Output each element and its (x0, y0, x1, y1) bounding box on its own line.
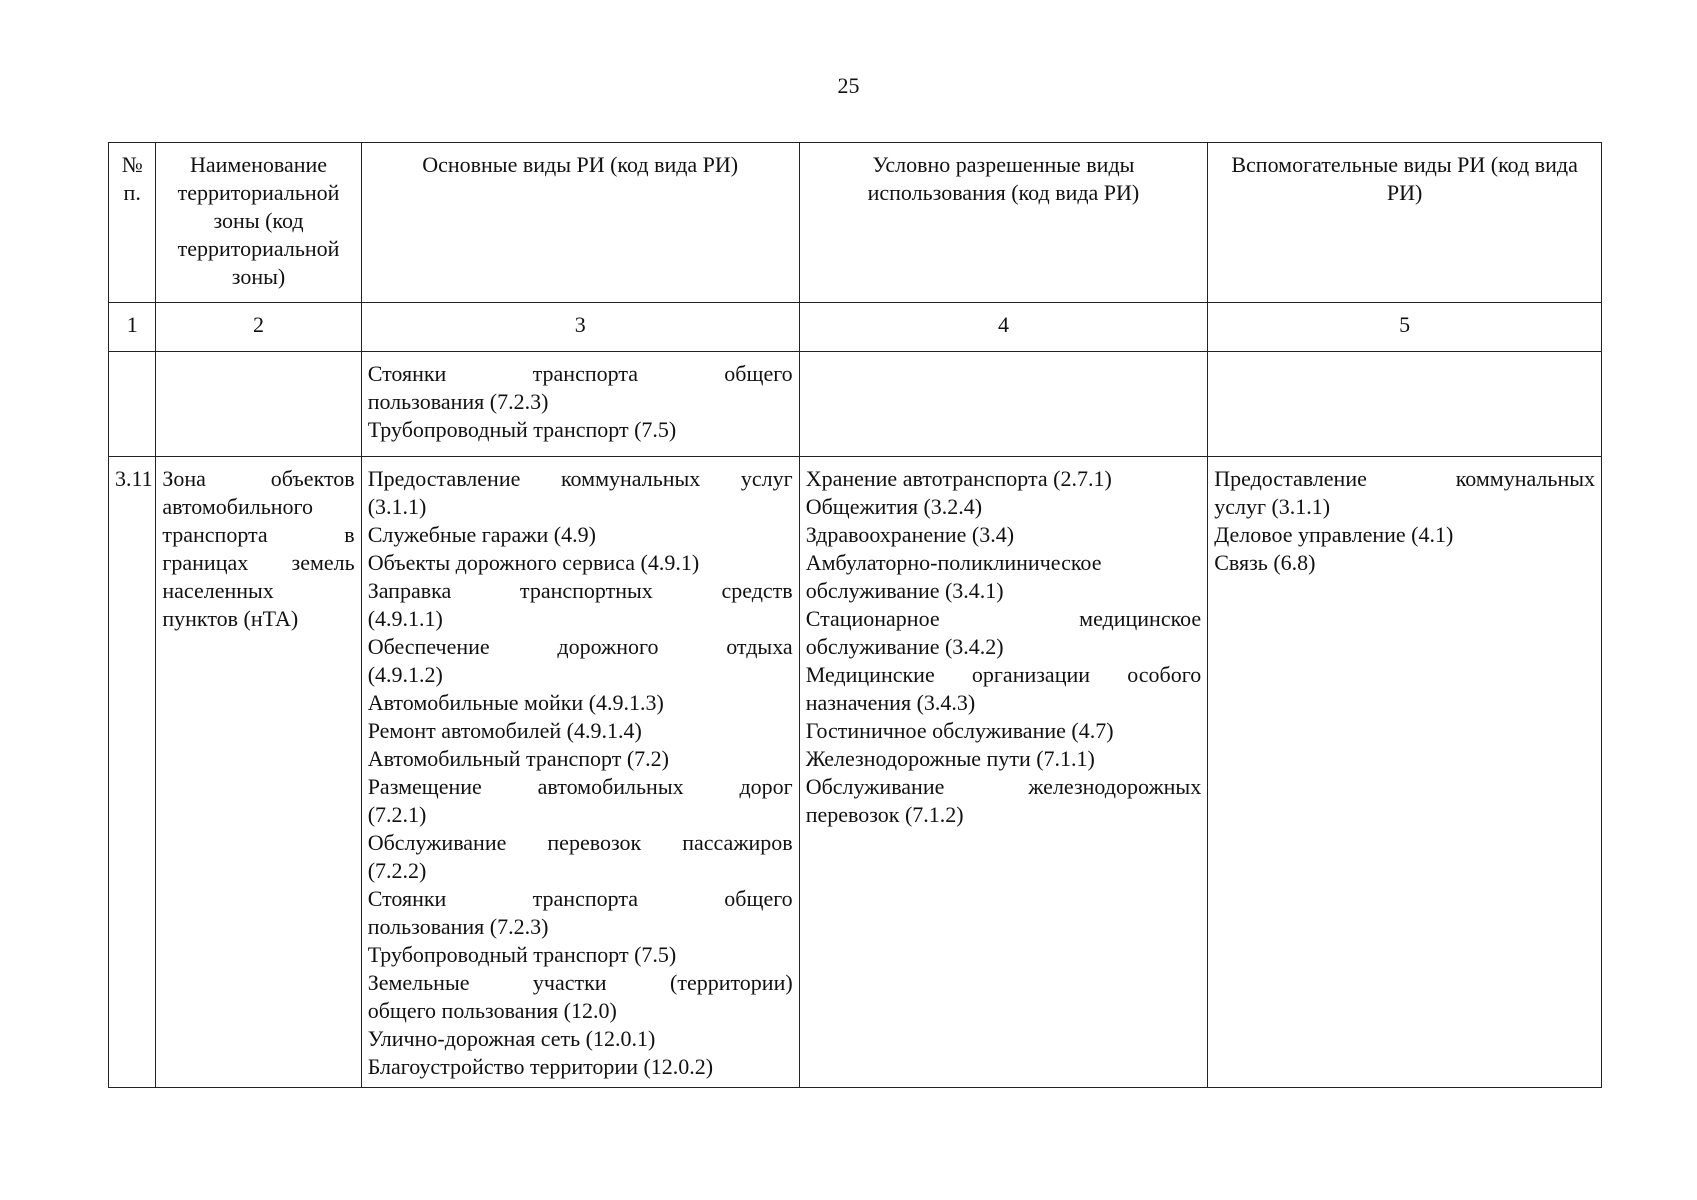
conditional-use-line: назначения (3.4.3) (805, 690, 976, 715)
conditional-use-line: Здравоохранение (3.4) (805, 522, 1015, 547)
column-number: 5 (1208, 303, 1602, 352)
main-use-line: Служебные гаражи (4.9) (367, 522, 596, 547)
conditional-use-line: Железнодорожные пути (7.1.1) (805, 746, 1095, 771)
main-use-line: Трубопроводный транспорт (7.5) (367, 942, 677, 967)
zone-name-line: населенных (162, 578, 274, 603)
main-use-line: (3.1.1) (367, 494, 427, 519)
main-uses-cell (361, 457, 799, 1088)
conditional-use-line: Гостиничное обслуживание (4.7) (805, 718, 1114, 743)
main-use-line: Объекты дорожного сервиса (4.9.1) (367, 550, 700, 575)
conditional-uses-cell (799, 457, 1208, 1088)
main-use-line: (4.9.1.1) (367, 606, 443, 631)
main-use-line: пользования (7.2.3) (367, 389, 549, 414)
column-number-row (109, 303, 1602, 352)
auxiliary-use-line: Деловое управление (4.1) (1214, 522, 1454, 547)
main-use-line: Улично-дорожная сеть (12.0.1) (367, 1026, 656, 1051)
header-main-uses: Основные виды РИ (код вида РИ) (361, 143, 799, 303)
zone-name-line: транспорта в (162, 522, 355, 547)
main-use-line: Благоустройство территории (12.0.2) (367, 1054, 714, 1079)
conditional-use-line: обслуживание (3.4.2) (805, 634, 1004, 659)
conditional-use-line: Хранение автотранспорта (2.7.1) (805, 466, 1112, 491)
main-use-line: Стоянки транспорта общего (367, 886, 793, 911)
header-number: № п. (109, 143, 156, 303)
main-use-line: Стоянки транспорта общего (367, 361, 793, 386)
header-zone-name: Наименование территориальной зоны (код территориальной зоны) (156, 143, 361, 303)
conditional-use-line: Амбулаторно-поликлиническое (805, 550, 1102, 575)
main-use-line: Ремонт автомобилей (4.9.1.4) (367, 718, 642, 743)
continuation-auxiliary-cell (1208, 352, 1602, 457)
zone-number: 3.11 (109, 457, 156, 1088)
header-conditional-uses: Условно разрешенные виды использования (код вида РИ) (799, 143, 1208, 303)
main-use-line: Обслуживание перевозок пассажиров (367, 830, 793, 855)
main-use-line: (4.9.1.2) (367, 662, 443, 687)
main-use-line: Размещение автомобильных дорог (367, 774, 793, 799)
zone-name-line: пунктов (нТА) (162, 606, 299, 631)
conditional-use-line: обслуживание (3.4.1) (805, 578, 1004, 603)
zone-name-cell (156, 457, 361, 1088)
continuation-row (109, 352, 1602, 457)
main-use-line: Предоставление коммунальных услуг (367, 466, 793, 491)
header-auxiliary-uses: Вспомогательные виды РИ (код вида РИ) (1208, 143, 1602, 303)
main-use-line: Заправка транспортных средств (367, 578, 793, 603)
main-use-line: (7.2.1) (367, 802, 427, 827)
zones-table (108, 142, 1602, 1088)
column-number: 2 (156, 303, 361, 352)
main-use-line: общего пользования (12.0) (367, 998, 617, 1023)
continuation-main-uses-cell (361, 352, 799, 457)
main-use-line: (7.2.2) (367, 858, 427, 883)
auxiliary-use-line: Предоставление коммунальных (1214, 466, 1595, 491)
zone-name-line: автомобильного (162, 494, 314, 519)
main-use-line: Обеспечение дорожного отдыха (367, 634, 793, 659)
main-use-line: Автомобильный транспорт (7.2) (367, 746, 669, 771)
zone-name-line: Зона объектов (162, 466, 355, 491)
conditional-use-line: Стационарное медицинское (805, 606, 1202, 631)
conditional-use-line: перевозок (7.1.2) (805, 802, 964, 827)
conditional-use-line: Обслуживание железнодорожных (805, 774, 1202, 799)
continuation-conditional-cell (799, 352, 1208, 457)
conditional-use-line: Медицинские организации особого (805, 662, 1202, 687)
zone-name-line: границах земель (162, 550, 355, 575)
header-row (109, 143, 1602, 303)
column-number: 3 (361, 303, 799, 352)
main-use-line: пользования (7.2.3) (367, 914, 549, 939)
continuation-number-cell (109, 352, 156, 457)
auxiliary-uses-cell (1208, 457, 1602, 1088)
zone-row (109, 457, 1602, 1088)
auxiliary-use-line: услуг (3.1.1) (1214, 494, 1331, 519)
continuation-zone-cell (156, 352, 361, 457)
page-number: 25 (837, 73, 860, 98)
column-number: 4 (799, 303, 1208, 352)
conditional-use-line: Общежития (3.2.4) (805, 494, 983, 519)
column-number: 1 (109, 303, 156, 352)
main-use-line: Автомобильные мойки (4.9.1.3) (367, 690, 664, 715)
main-use-line: Земельные участки (территории) (367, 970, 793, 995)
main-use-line: Трубопроводный транспорт (7.5) (367, 417, 677, 442)
auxiliary-use-line: Связь (6.8) (1214, 550, 1316, 575)
